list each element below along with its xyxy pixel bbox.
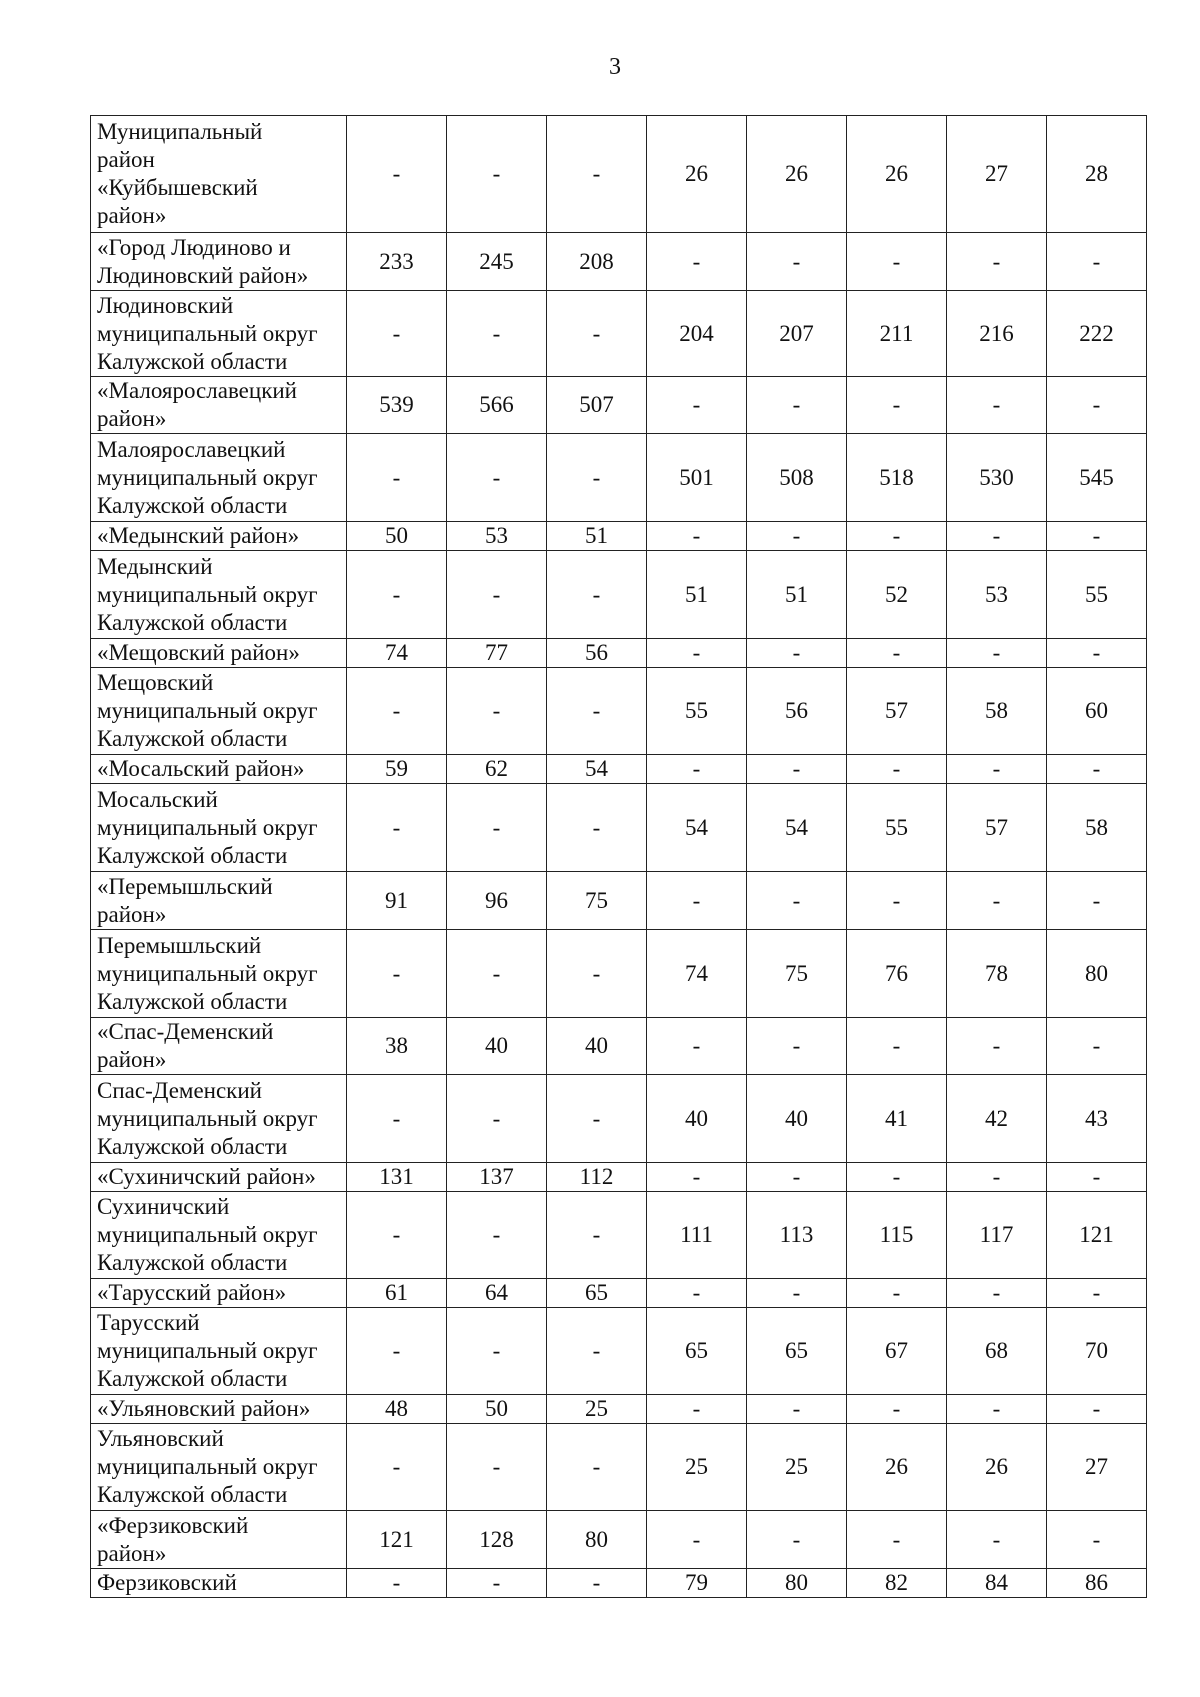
value-cell: - — [947, 1163, 1047, 1192]
value-cell: 40 — [747, 1075, 847, 1163]
value-cell: - — [547, 291, 647, 377]
value-cell: - — [1047, 1395, 1147, 1424]
value-cell: - — [347, 1308, 447, 1395]
value-cell: 50 — [347, 522, 447, 551]
municipality-name-line: Муниципальный — [97, 119, 263, 144]
value-cell: 80 — [547, 1511, 647, 1569]
municipality-name-line: Перемышльский — [97, 932, 262, 958]
municipality-name-cell — [91, 551, 347, 639]
table-row — [91, 434, 1147, 522]
value-cell: 56 — [747, 668, 847, 755]
value-cell: 56 — [547, 639, 647, 668]
municipality-name-line: Калужской области — [97, 492, 288, 518]
value-cell: - — [947, 233, 1047, 291]
municipality-name-line: «Ульяновский район» — [97, 1396, 311, 1421]
value-cell: 65 — [747, 1308, 847, 1395]
value-cell: 58 — [1047, 784, 1147, 872]
value-cell: 54 — [747, 784, 847, 872]
value-cell: - — [947, 872, 1047, 930]
value-cell: - — [647, 377, 747, 434]
value-cell: - — [647, 1395, 747, 1424]
value-cell: - — [847, 1018, 947, 1075]
value-cell: 211 — [847, 291, 947, 377]
value-cell: - — [447, 291, 547, 377]
value-cell: 26 — [647, 116, 747, 233]
municipality-name-line: Сухиничский — [97, 1194, 230, 1219]
value-cell: - — [647, 1279, 747, 1308]
value-cell: 76 — [847, 930, 947, 1018]
municipality-name-line: Малоярославецкий — [97, 436, 286, 462]
value-cell: - — [847, 1395, 947, 1424]
value-cell: - — [547, 1308, 647, 1395]
value-cell: 54 — [547, 755, 647, 784]
value-cell: - — [547, 434, 647, 522]
value-cell: 539 — [347, 377, 447, 434]
value-cell: - — [347, 1075, 447, 1163]
value-cell: 53 — [447, 522, 547, 551]
value-cell: 26 — [847, 1424, 947, 1511]
value-cell: 55 — [647, 668, 747, 755]
value-cell: 222 — [1047, 291, 1147, 377]
value-cell: 65 — [547, 1279, 647, 1308]
value-cell: 48 — [347, 1395, 447, 1424]
value-cell: 55 — [1047, 551, 1147, 639]
value-cell: 86 — [1047, 1569, 1147, 1598]
municipality-name-line: Ферзиковский — [97, 1570, 237, 1595]
value-cell: 78 — [947, 930, 1047, 1018]
value-cell: 111 — [647, 1192, 747, 1279]
municipality-name-cell — [91, 291, 347, 377]
municipality-name-line: муниципальный округ — [97, 814, 318, 840]
value-cell: 26 — [947, 1424, 1047, 1511]
value-cell: 50 — [447, 1395, 547, 1424]
value-cell: - — [647, 872, 747, 930]
value-cell: 27 — [947, 116, 1047, 233]
table-row — [91, 1569, 1147, 1598]
table-row — [91, 1424, 1147, 1511]
value-cell: - — [647, 522, 747, 551]
value-cell: - — [1047, 755, 1147, 784]
value-cell: 121 — [347, 1511, 447, 1569]
value-cell: - — [847, 1163, 947, 1192]
value-cell: 207 — [747, 291, 847, 377]
value-cell: - — [947, 1279, 1047, 1308]
municipality-name-line: «Малоярославецкий — [97, 378, 297, 403]
municipality-name-line: Калужской области — [97, 1250, 288, 1275]
municipality-name-line: Ульяновский — [97, 1426, 224, 1451]
municipality-name-line: Калужской области — [97, 1482, 288, 1507]
value-cell: 518 — [847, 434, 947, 522]
value-cell: 51 — [647, 551, 747, 639]
municipality-name-line: «Мосальский район» — [97, 756, 305, 781]
value-cell: - — [347, 1192, 447, 1279]
value-cell: 64 — [447, 1279, 547, 1308]
value-cell: - — [547, 1075, 647, 1163]
municipality-name-cell — [91, 1279, 347, 1308]
value-cell: - — [1047, 639, 1147, 668]
value-cell: 65 — [647, 1308, 747, 1395]
municipality-name-line: Калужской области — [97, 988, 288, 1014]
table-row — [91, 668, 1147, 755]
value-cell: 74 — [647, 930, 747, 1018]
municipality-name-cell — [91, 639, 347, 668]
municipality-name-line: Людиновский — [97, 292, 234, 318]
value-cell: 38 — [347, 1018, 447, 1075]
municipality-name-line: район — [97, 147, 155, 172]
value-cell: 27 — [1047, 1424, 1147, 1511]
municipality-name-cell — [91, 668, 347, 755]
table-row — [91, 1395, 1147, 1424]
value-cell: 67 — [847, 1308, 947, 1395]
municipality-name-line: «Сухиничский район» — [97, 1164, 316, 1189]
municipality-name-cell — [91, 377, 347, 434]
value-cell: - — [347, 784, 447, 872]
value-cell: - — [947, 522, 1047, 551]
table-row — [91, 755, 1147, 784]
municipality-name-cell — [91, 872, 347, 930]
municipality-name-cell — [91, 1511, 347, 1569]
value-cell: - — [547, 1192, 647, 1279]
value-cell: 25 — [747, 1424, 847, 1511]
table-body — [91, 116, 1147, 1598]
value-cell: 28 — [1047, 116, 1147, 233]
value-cell: - — [647, 233, 747, 291]
value-cell: - — [947, 639, 1047, 668]
value-cell: - — [947, 377, 1047, 434]
value-cell: 52 — [847, 551, 947, 639]
value-cell: 545 — [1047, 434, 1147, 522]
value-cell: 77 — [447, 639, 547, 668]
municipality-name-cell — [91, 434, 347, 522]
municipality-name-cell — [91, 930, 347, 1018]
value-cell: - — [547, 668, 647, 755]
page-number: 3 — [609, 54, 621, 80]
value-cell: - — [347, 551, 447, 639]
value-cell: 70 — [1047, 1308, 1147, 1395]
value-cell: 80 — [747, 1569, 847, 1598]
municipality-name-line: Людиновский район» — [97, 262, 309, 288]
value-cell: 41 — [847, 1075, 947, 1163]
value-cell: 75 — [747, 930, 847, 1018]
value-cell: - — [947, 755, 1047, 784]
data-table — [90, 115, 1147, 1598]
municipality-name-line: Медынский — [97, 553, 213, 579]
value-cell: 245 — [447, 233, 547, 291]
table-row — [91, 291, 1147, 377]
municipality-name-line: Калужской области — [97, 1366, 288, 1391]
value-cell: - — [1047, 233, 1147, 291]
municipality-name-line: муниципальный округ — [97, 1338, 318, 1363]
table-row — [91, 1075, 1147, 1163]
value-cell: - — [347, 116, 447, 233]
value-cell: - — [747, 377, 847, 434]
table-row — [91, 784, 1147, 872]
table-row — [91, 1308, 1147, 1395]
municipality-name-line: муниципальный округ — [97, 1105, 318, 1131]
table-row — [91, 377, 1147, 434]
value-cell: 115 — [847, 1192, 947, 1279]
value-cell: 91 — [347, 872, 447, 930]
value-cell: - — [947, 1018, 1047, 1075]
municipality-name-line: район» — [97, 1540, 167, 1566]
municipality-name-cell — [91, 1395, 347, 1424]
value-cell: - — [1047, 1163, 1147, 1192]
municipality-name-cell — [91, 233, 347, 291]
value-cell: - — [647, 1511, 747, 1569]
value-cell: - — [747, 1018, 847, 1075]
value-cell: - — [647, 639, 747, 668]
value-cell: - — [747, 1395, 847, 1424]
value-cell: - — [647, 755, 747, 784]
value-cell: - — [347, 1424, 447, 1511]
municipality-name-line: Калужской области — [97, 726, 288, 751]
value-cell: - — [847, 233, 947, 291]
value-cell: 216 — [947, 291, 1047, 377]
municipality-name-cell — [91, 1075, 347, 1163]
value-cell: 501 — [647, 434, 747, 522]
municipality-name-cell — [91, 1163, 347, 1192]
value-cell: - — [747, 639, 847, 668]
municipality-name-line: муниципальный округ — [97, 1222, 318, 1247]
value-cell: - — [447, 116, 547, 233]
value-cell: - — [547, 784, 647, 872]
value-cell: - — [347, 1569, 447, 1598]
value-cell: 96 — [447, 872, 547, 930]
value-cell: - — [947, 1395, 1047, 1424]
value-cell: - — [1047, 1511, 1147, 1569]
value-cell: - — [847, 1511, 947, 1569]
value-cell: 112 — [547, 1163, 647, 1192]
value-cell: - — [747, 1511, 847, 1569]
value-cell: - — [447, 1075, 547, 1163]
value-cell: - — [347, 291, 447, 377]
value-cell: - — [847, 377, 947, 434]
value-cell: 507 — [547, 377, 647, 434]
table-row — [91, 551, 1147, 639]
value-cell: - — [947, 1511, 1047, 1569]
table-row — [91, 233, 1147, 291]
value-cell: 208 — [547, 233, 647, 291]
municipality-name-cell — [91, 1308, 347, 1395]
value-cell: - — [447, 1192, 547, 1279]
value-cell: 121 — [1047, 1192, 1147, 1279]
table-row — [91, 1163, 1147, 1192]
value-cell: 26 — [747, 116, 847, 233]
value-cell: 55 — [847, 784, 947, 872]
municipality-name-line: Тарусский — [97, 1310, 200, 1335]
value-cell: 25 — [547, 1395, 647, 1424]
value-cell: 74 — [347, 639, 447, 668]
value-cell: 137 — [447, 1163, 547, 1192]
municipality-name-line: Калужской области — [97, 609, 288, 635]
municipality-name-line: муниципальный округ — [97, 581, 318, 607]
value-cell: - — [847, 639, 947, 668]
value-cell: - — [1047, 377, 1147, 434]
value-cell: 84 — [947, 1569, 1047, 1598]
table-row — [91, 1018, 1147, 1075]
municipality-name-cell — [91, 522, 347, 551]
municipality-name-line: «Ферзиковский — [97, 1512, 249, 1538]
value-cell: 131 — [347, 1163, 447, 1192]
value-cell: - — [447, 668, 547, 755]
value-cell: - — [847, 1279, 947, 1308]
value-cell: 57 — [947, 784, 1047, 872]
municipality-name-line: Мещовский — [97, 670, 214, 695]
municipality-name-line: район» — [97, 203, 167, 228]
value-cell: 61 — [347, 1279, 447, 1308]
value-cell: - — [447, 784, 547, 872]
municipality-name-line: муниципальный округ — [97, 464, 318, 490]
table-row — [91, 522, 1147, 551]
value-cell: - — [547, 930, 647, 1018]
value-cell: - — [547, 116, 647, 233]
value-cell: - — [547, 1424, 647, 1511]
municipality-name-line: Мосальский — [97, 786, 218, 812]
municipality-name-cell — [91, 116, 347, 233]
value-cell: - — [747, 1279, 847, 1308]
value-cell: - — [447, 434, 547, 522]
value-cell: - — [1047, 522, 1147, 551]
municipality-name-line: муниципальный округ — [97, 1454, 318, 1479]
table-row — [91, 872, 1147, 930]
value-cell: 53 — [947, 551, 1047, 639]
value-cell: 113 — [747, 1192, 847, 1279]
value-cell: 42 — [947, 1075, 1047, 1163]
value-cell: 82 — [847, 1569, 947, 1598]
municipality-name-line: район» — [97, 1047, 167, 1072]
value-cell: 68 — [947, 1308, 1047, 1395]
value-cell: - — [647, 1163, 747, 1192]
value-cell: 233 — [347, 233, 447, 291]
municipality-name-line: «Тарусский район» — [97, 1280, 287, 1305]
value-cell: - — [747, 1163, 847, 1192]
municipality-name-cell — [91, 1569, 347, 1598]
municipality-name-line: «Спас-Деменский — [97, 1019, 274, 1044]
value-cell: 40 — [547, 1018, 647, 1075]
value-cell: 204 — [647, 291, 747, 377]
value-cell: 26 — [847, 116, 947, 233]
table-row — [91, 116, 1147, 233]
table-row — [91, 639, 1147, 668]
value-cell: - — [747, 872, 847, 930]
value-cell: - — [347, 668, 447, 755]
value-cell: 80 — [1047, 930, 1147, 1018]
value-cell: 43 — [1047, 1075, 1147, 1163]
value-cell: - — [447, 930, 547, 1018]
value-cell: - — [747, 233, 847, 291]
value-cell: 128 — [447, 1511, 547, 1569]
municipality-name-line: «Мещовский район» — [97, 640, 300, 665]
value-cell: 54 — [647, 784, 747, 872]
municipality-name-line: Калужской области — [97, 348, 288, 374]
municipality-name-line: «Перемышльский — [97, 873, 273, 899]
value-cell: - — [447, 551, 547, 639]
municipality-name-cell — [91, 1424, 347, 1511]
value-cell: 117 — [947, 1192, 1047, 1279]
value-cell: - — [847, 522, 947, 551]
value-cell: - — [347, 930, 447, 1018]
municipality-name-cell — [91, 784, 347, 872]
value-cell: 57 — [847, 668, 947, 755]
value-cell: 60 — [1047, 668, 1147, 755]
table-row — [91, 930, 1147, 1018]
value-cell: - — [447, 1308, 547, 1395]
table-row — [91, 1192, 1147, 1279]
value-cell: 530 — [947, 434, 1047, 522]
municipality-name-cell — [91, 755, 347, 784]
municipality-name-line: район» — [97, 406, 167, 431]
municipality-name-line: район» — [97, 901, 167, 927]
municipality-name-line: «Медынский район» — [97, 523, 300, 548]
value-cell: - — [647, 1018, 747, 1075]
value-cell: 25 — [647, 1424, 747, 1511]
table-row — [91, 1279, 1147, 1308]
municipality-name-cell — [91, 1018, 347, 1075]
value-cell: 40 — [647, 1075, 747, 1163]
value-cell: 75 — [547, 872, 647, 930]
value-cell: - — [747, 522, 847, 551]
value-cell: 51 — [747, 551, 847, 639]
value-cell: - — [447, 1424, 547, 1511]
municipality-name-line: Калужской области — [97, 842, 288, 868]
value-cell: 59 — [347, 755, 447, 784]
municipality-name-line: муниципальный округ — [97, 320, 318, 346]
value-cell: - — [347, 434, 447, 522]
value-cell: - — [547, 551, 647, 639]
value-cell: 508 — [747, 434, 847, 522]
municipality-name-line: Спас-Деменский — [97, 1077, 262, 1103]
municipality-name-cell — [91, 1192, 347, 1279]
value-cell: 40 — [447, 1018, 547, 1075]
value-cell: - — [847, 755, 947, 784]
municipality-name-line: муниципальный округ — [97, 960, 318, 986]
value-cell: 58 — [947, 668, 1047, 755]
value-cell: - — [447, 1569, 547, 1598]
municipality-name-line: «Город Людиново и — [97, 234, 291, 260]
value-cell: - — [547, 1569, 647, 1598]
municipality-name-line: «Куйбышевский — [97, 175, 258, 200]
value-cell: - — [1047, 1018, 1147, 1075]
value-cell: 62 — [447, 755, 547, 784]
value-cell: - — [847, 872, 947, 930]
value-cell: - — [1047, 872, 1147, 930]
value-cell: - — [1047, 1279, 1147, 1308]
municipality-name-line: Калужской области — [97, 1133, 288, 1159]
table-row — [91, 1511, 1147, 1569]
value-cell: 566 — [447, 377, 547, 434]
municipality-name-line: муниципальный округ — [97, 698, 318, 723]
value-cell: 51 — [547, 522, 647, 551]
value-cell: 79 — [647, 1569, 747, 1598]
value-cell: - — [747, 755, 847, 784]
